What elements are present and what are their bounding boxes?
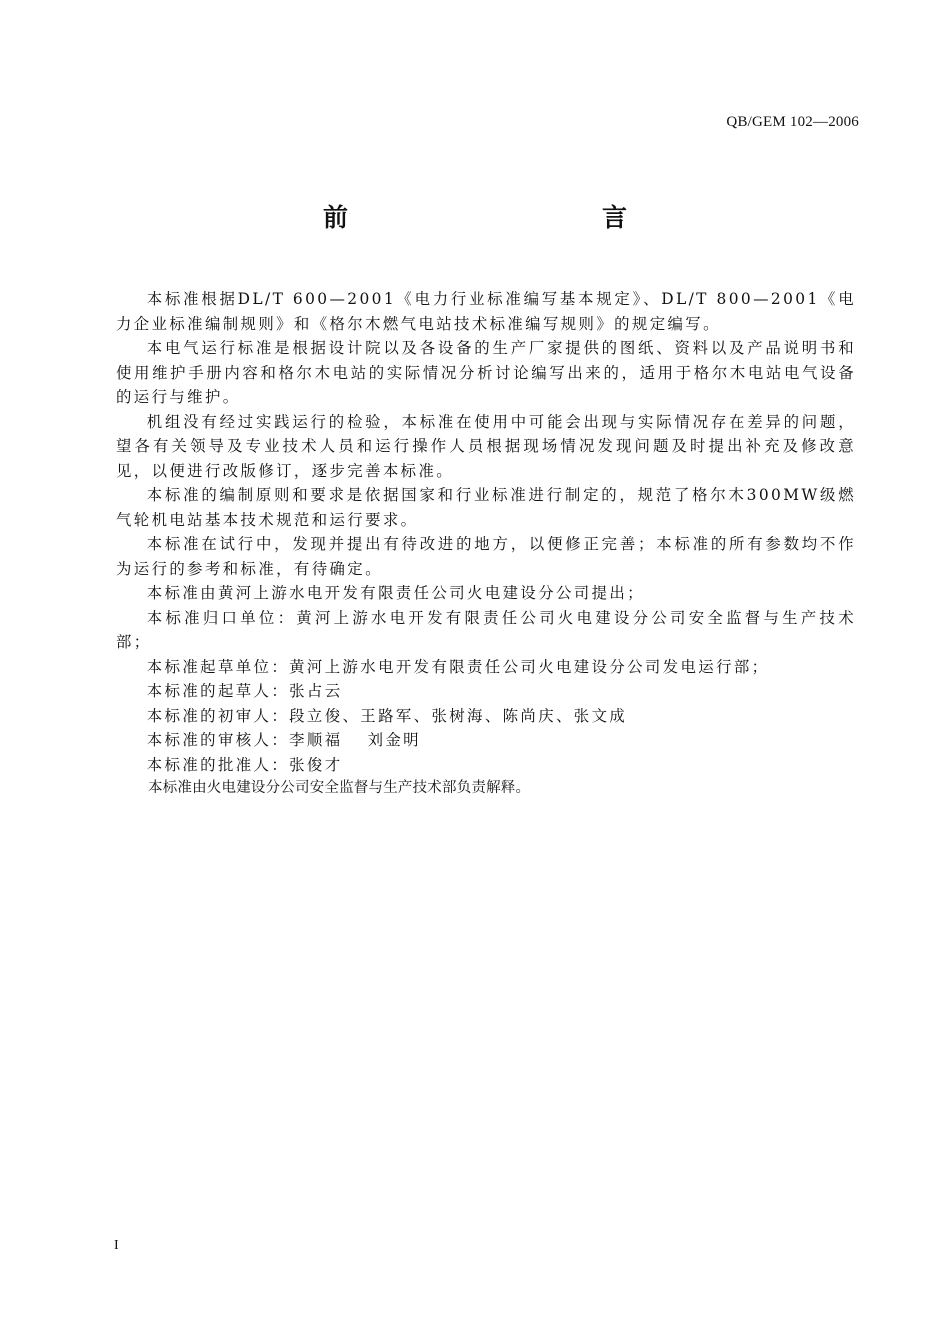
line-drafter: 本标准的起草人：张占云 (146, 682, 343, 700)
page-title: 前 言 (322, 203, 695, 232)
line-approver: 本标准的批准人：张俊才 (146, 755, 343, 774)
paragraph-principles: 本标准的编制原则和要求是依据国家和行业标准进行制定的，规范了格尔木300MW级燃气轮机电站基本技术规范和运行要求。 (116, 486, 856, 529)
paragraph-interpretation: 本标准由火电建设分公司安全监督与生产技术部负责解释。 (148, 780, 531, 796)
paragraph-scope: 本电气运行标准是根据设计院以及各设备的生产厂家提供的图纸、资料以及产品说明书和使用维护手册内容和格尔木电站的实际情况分析讨论编写出来的，适用于格尔木电站电气设备的运行与维护。 (116, 339, 856, 406)
page-number: I (114, 1238, 119, 1253)
line-first-reviewers: 本标准的初审人：段立俊、王路军、张树海、陈尚庆、张文成 (146, 706, 628, 725)
paragraph-proposer: 本标准由黄河上游水电开发有限责任公司火电建设分公司提出； (146, 584, 645, 602)
paragraph-basis: 本标准根据DL/T 600—2001《电力行业标准编写基本规定》、DL/T 800—2001《电力企业标准编制规则》和《格尔木燃气电站技术标准编写规则》的规定编写。 (116, 290, 856, 333)
paragraph-drafting-unit: 本标准起草单位：黄河上游水电开发有限责任公司火电建设分公司发电运行部； (146, 657, 770, 676)
paragraph-responsible-unit: 本标准归口单位：黄河上游水电开发有限责任公司火电建设分公司安全监督与生产技术部； (116, 608, 856, 651)
line-reviewers: 本标准的审核人：李顺福 刘金明 (146, 731, 421, 749)
document-body (116, 287, 856, 799)
paragraph-revision-note: 机组没有经过实践运行的检验，本标准在使用中可能会出现与实际情况存在差异的问题，望各有关领导及专业技术人员和运行操作人员根据现场情况发现问题及时提出补充及修改意见，以便进行改版修订，逐步完善本标准。 (116, 412, 856, 480)
paragraph-trial: 本标准在试行中，发现并提出有待改进的地方，以便修正完善；本标准的所有参数均不作为运行的参考和标准，有待确定。 (116, 535, 856, 578)
document-code: QB/GEM 102—2006 (726, 114, 859, 130)
